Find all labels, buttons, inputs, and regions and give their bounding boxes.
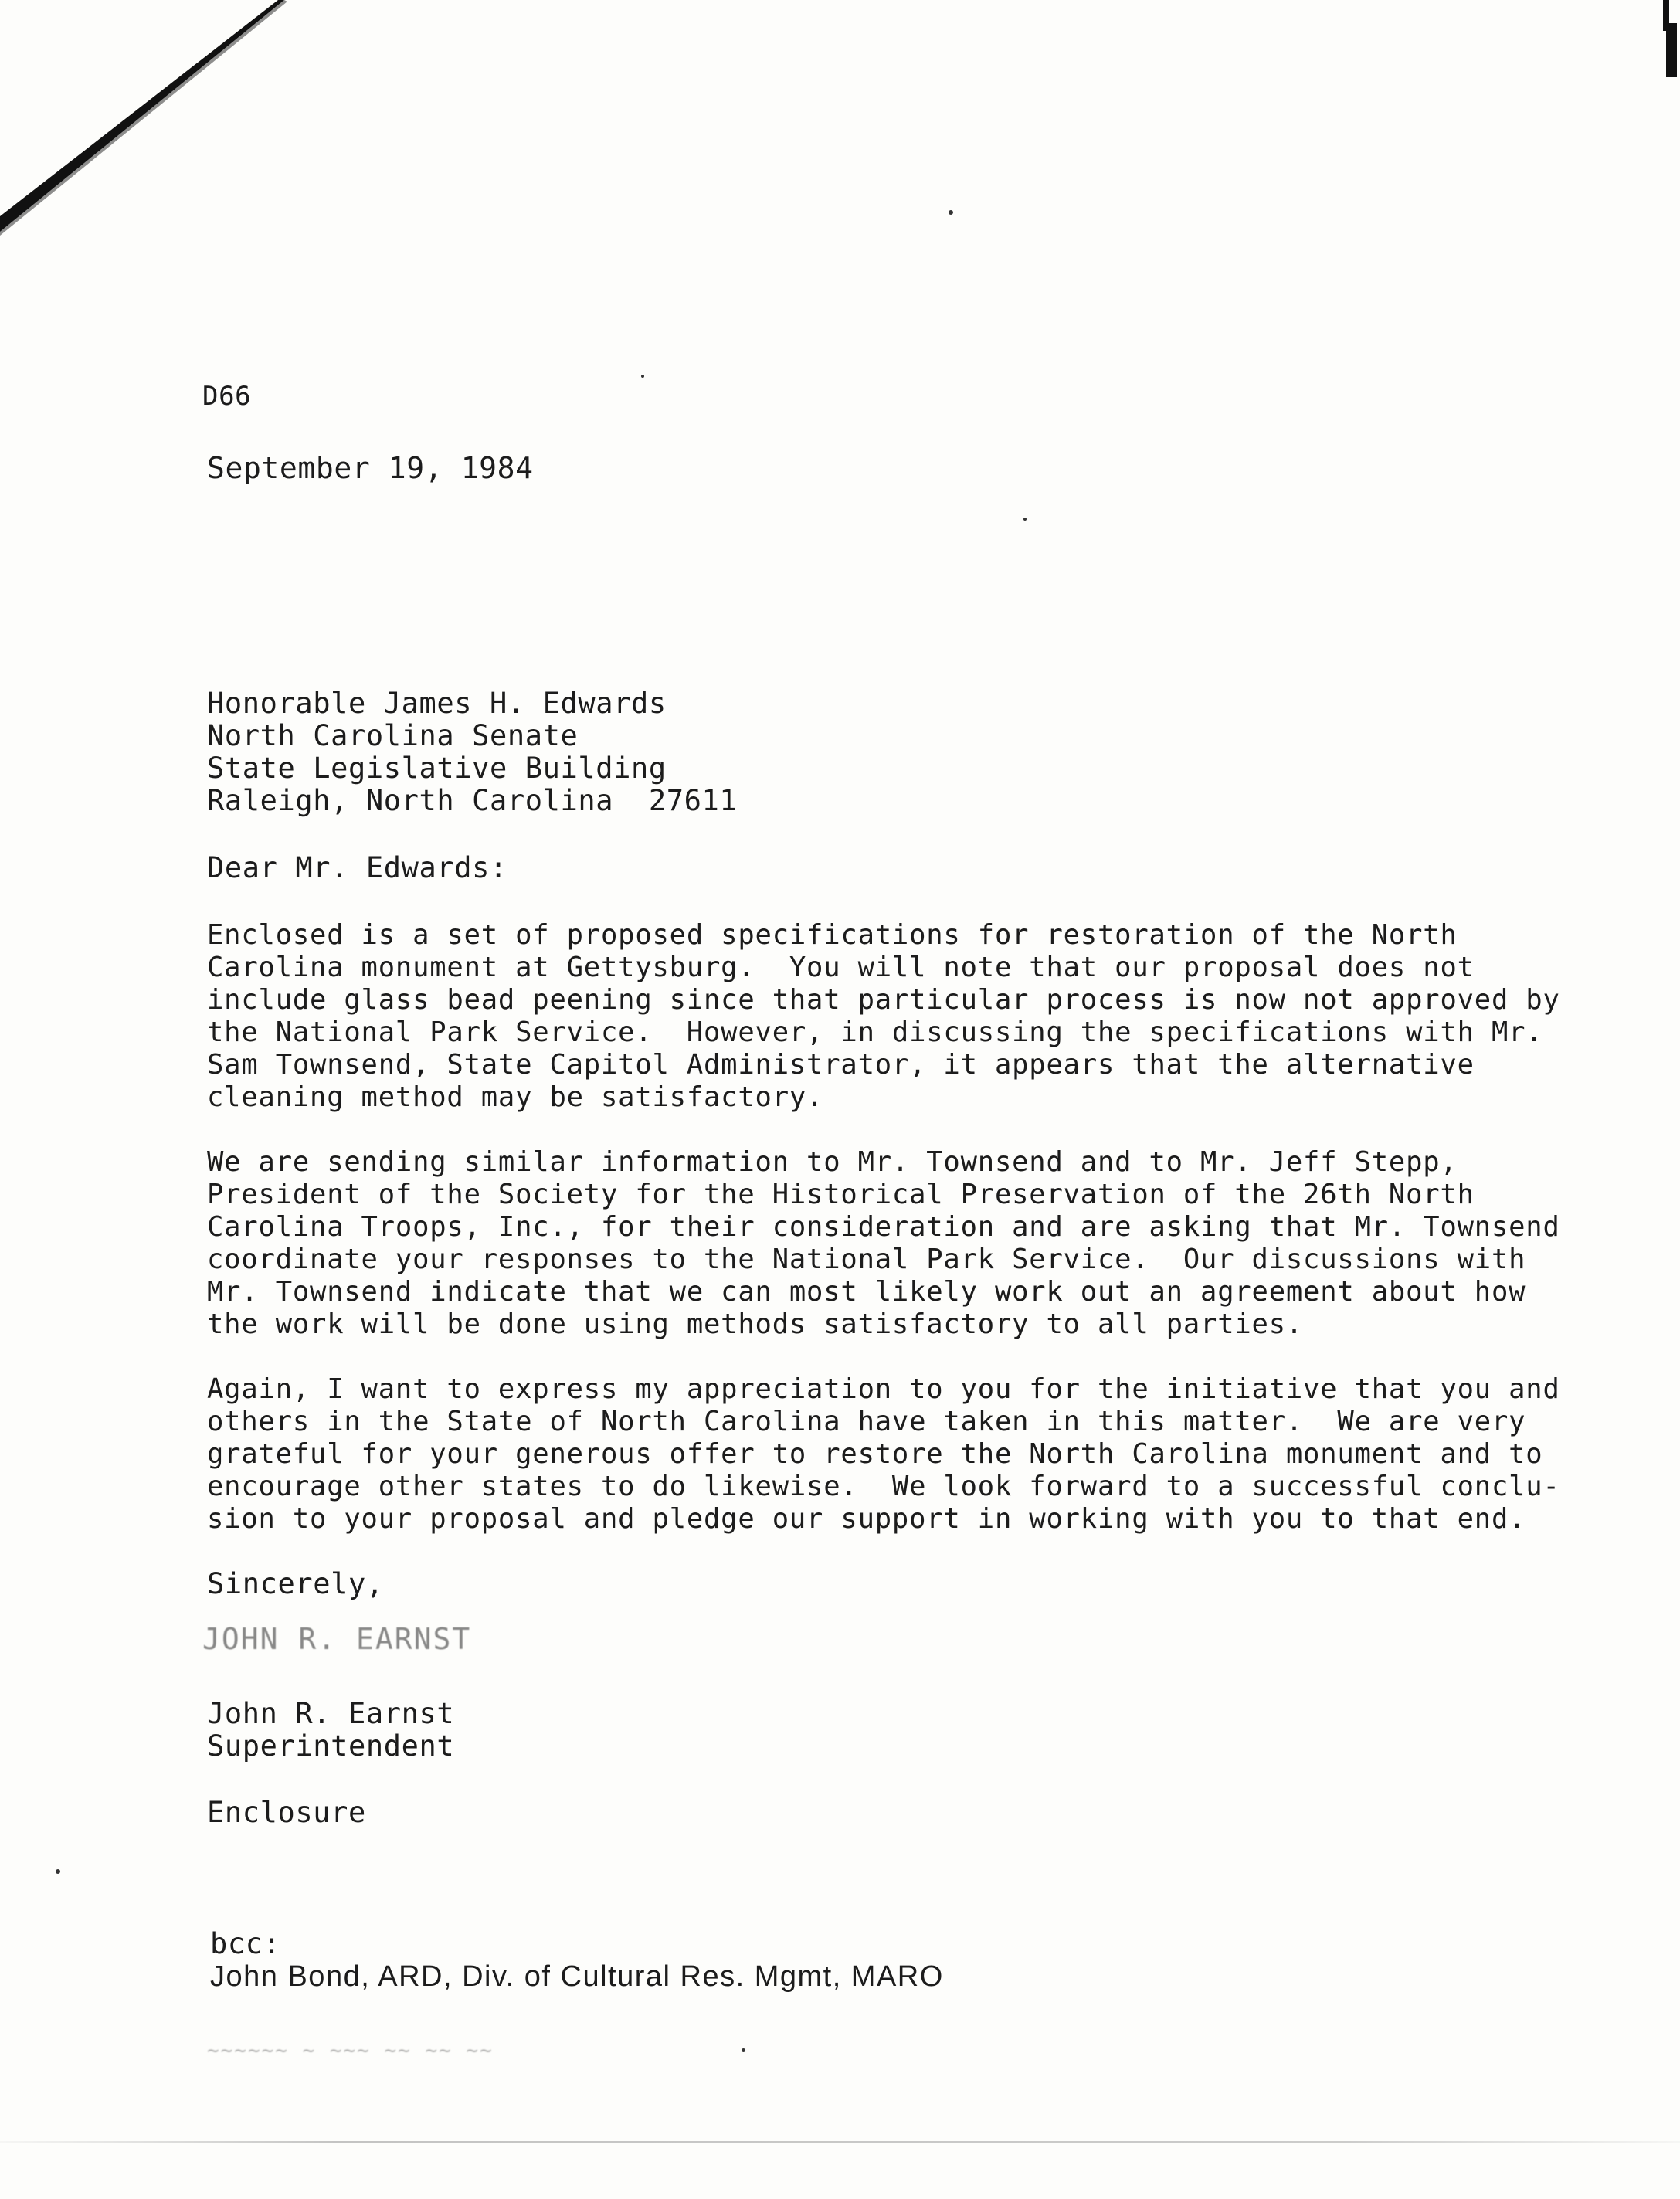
paragraph-2-line: We are sending similar information to Mr. Townsend and to Mr. Jeff Stepp, (207, 1146, 1458, 1178)
recipient-address-line: North Carolina Senate (207, 719, 579, 752)
paragraph-3-line: Again, I want to express my appreciation to you for the initiative that you and (207, 1373, 1560, 1405)
paragraph-1-line: Sam Townsend, State Capitol Administrator, it appears that the alternative (207, 1049, 1475, 1081)
signer-title: Superintendent (207, 1729, 455, 1763)
recipient-address-line: Raleigh, North Carolina 27611 (207, 784, 738, 817)
corner-shadow-mark (0, 0, 294, 247)
paragraph-2-line: coordinate your responses to the National Park Service. Our discussions with (207, 1244, 1526, 1275)
scan-edge-line (0, 2141, 1680, 2143)
paragraph-1-line: the National Park Service. However, in discussing the specifications with Mr. (207, 1016, 1543, 1048)
paragraph-2-line: Carolina Troops, Inc., for their consideration and are asking that Mr. Townsend (207, 1211, 1560, 1243)
paragraph-2-line: President of the Society for the Historical Preservation of the 26th North (207, 1179, 1475, 1210)
closing: Sincerely, (207, 1567, 384, 1600)
paragraph-1-line: Enclosed is a set of proposed specifications for restoration of the North (207, 919, 1458, 951)
edge-mark (1652, 0, 1680, 85)
speck (1023, 518, 1027, 521)
recipient-address-line: State Legislative Building (207, 752, 667, 785)
signer-name: John R. Earnst (207, 1697, 455, 1730)
paragraph-1-line: include glass bead peening since that particular process is now not approved by (207, 984, 1560, 1016)
paragraph-1-line: Carolina monument at Gettysburg. You will note that our proposal does not (207, 952, 1475, 983)
reference-code: D66 (202, 381, 252, 412)
paragraph-2-line: Mr. Townsend indicate that we can most likely work out an agreement about how (207, 1276, 1526, 1308)
paragraph-2-line: the work will be done using methods satisfactory to all parties. (207, 1308, 1304, 1340)
speck (949, 210, 953, 215)
paragraph-3-line: encourage other states to do likewise. We look forward to a successful conclu- (207, 1471, 1560, 1502)
paragraph-3-line: grateful for your generous offer to restore the North Carolina monument and to (207, 1438, 1543, 1470)
letter-date: September 19, 1984 (207, 451, 534, 485)
typist-reference-faded: ~~~~~~ ~ ~~~ ~~ ~~ ~~ (207, 2039, 494, 2062)
paragraph-3-line: others in the State of North Carolina have taken in this matter. We are very (207, 1406, 1526, 1437)
recipient-address-line: Honorable James H. Edwards (207, 687, 667, 720)
paragraph-1-line: cleaning method may be satisfactory. (207, 1081, 824, 1113)
salutation: Dear Mr. Edwards: (207, 851, 507, 884)
speck (56, 1869, 60, 1874)
enclosure-note: Enclosure (207, 1796, 366, 1829)
bcc-label: bcc: (210, 1927, 281, 1960)
paragraph-3-line: sion to your proposal and pledge our support in working with you to that end. (207, 1503, 1526, 1535)
speck (742, 2048, 745, 2052)
speck (641, 375, 644, 378)
signature-stamp: JOHN R. EARNST (202, 1622, 472, 1656)
bcc-recipient: John Bond, ARD, Div. of Cultural Res. Mgmt, MARO (210, 1960, 944, 1993)
